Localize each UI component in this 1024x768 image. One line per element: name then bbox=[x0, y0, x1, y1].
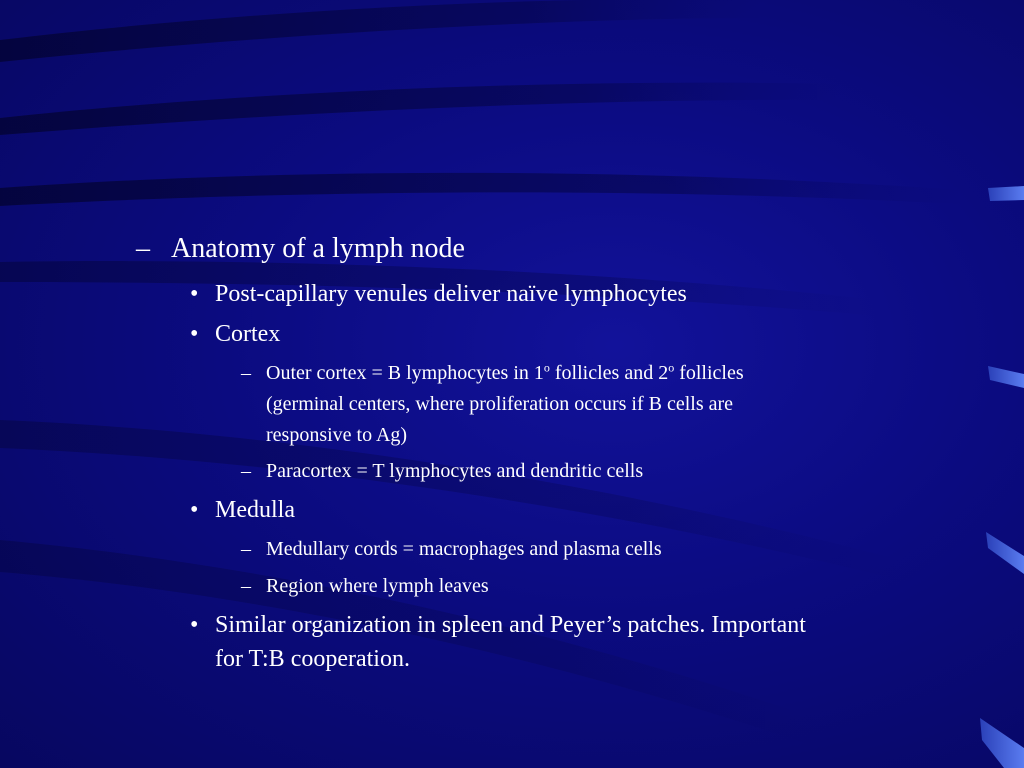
text-part: follicles and 2 bbox=[549, 362, 669, 384]
heading-text: Anatomy of a lymph node bbox=[171, 233, 465, 264]
bullet-text: Medulla bbox=[215, 497, 295, 523]
bullet-marker: • bbox=[190, 612, 199, 638]
sub-dash-marker: – bbox=[241, 575, 251, 597]
sub-bullet-text bbox=[266, 362, 744, 385]
dash-marker: – bbox=[136, 233, 150, 264]
sub-bullet-text: Medullary cords = macrophages and plasma cells bbox=[266, 538, 662, 560]
bullet-text-continued: for T:B cooperation. bbox=[215, 646, 410, 672]
sub-bullet-text: Paracortex = T lymphocytes and dendritic cells bbox=[266, 460, 644, 482]
sub-bullet-text-continued: (germinal centers, where proliferation occurs if B cells are bbox=[266, 393, 734, 415]
sub-bullet-text: Region where lymph leaves bbox=[266, 575, 489, 597]
bullet-marker: • bbox=[190, 497, 199, 523]
superscript: o bbox=[668, 360, 675, 375]
sub-dash-marker: – bbox=[241, 362, 251, 384]
bullet-marker: • bbox=[190, 281, 199, 307]
sub-bullet-text-continued: responsive to Ag) bbox=[266, 424, 408, 446]
text-part: follicles bbox=[674, 362, 744, 384]
superscript: o bbox=[543, 360, 550, 375]
bullet-heading bbox=[136, 233, 150, 265]
bullet-text: Post-capillary venules deliver naïve lymphocytes bbox=[215, 281, 687, 307]
bullet-text: Cortex bbox=[215, 321, 281, 347]
text-part: Outer cortex = B lymphocytes in 1 bbox=[266, 362, 544, 384]
sub-dash-marker: – bbox=[241, 460, 251, 482]
sub-dash-marker: – bbox=[241, 538, 251, 560]
bullet-marker: • bbox=[190, 321, 199, 347]
bullet-text: Similar organization in spleen and Peyer’s patches. Important bbox=[215, 612, 806, 638]
